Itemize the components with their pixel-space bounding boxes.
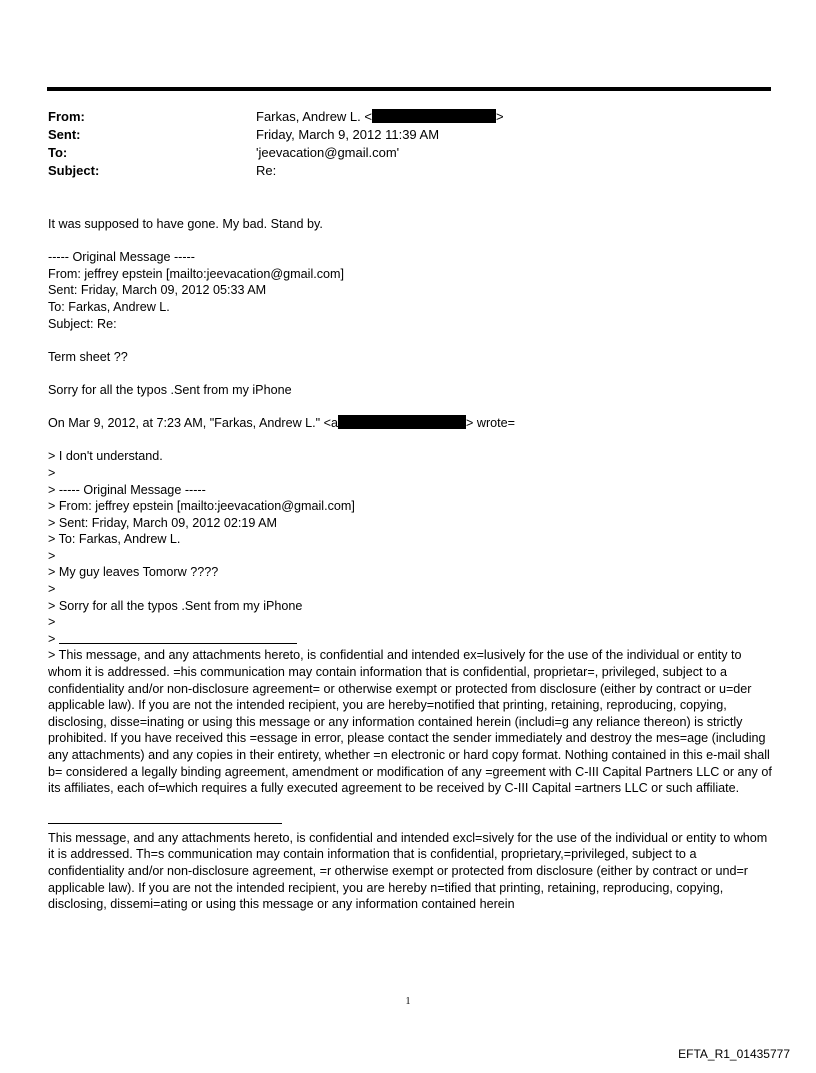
sent-row: [48, 126, 748, 144]
quoted-to: > To: Farkas, Andrew L.: [48, 532, 181, 547]
quoted-sent: > Sent: Friday, March 09, 2012 02:19 AM: [48, 515, 278, 530]
sent-value: Friday, March 9, 2012 11:39 AM: [256, 127, 440, 142]
quoted-original-marker: > ----- Original Message -----: [48, 482, 206, 497]
on-wrote-line: [48, 415, 772, 432]
to-label: To:: [48, 145, 68, 160]
quoted-typos-line: > Sorry for all the typos .Sent from my iPhone: [48, 598, 303, 613]
from-row: [48, 108, 748, 126]
page-number: 1: [405, 996, 411, 1007]
original-from: From: jeffrey epstein [mailto:jeevacation@gmail.com]: [48, 266, 345, 281]
email-header: [48, 108, 748, 180]
quoted-blank: >: [48, 615, 56, 630]
from-value-end: >: [495, 109, 504, 124]
original-message-marker: ----- Original Message -----: [48, 250, 195, 265]
reply-line: It was supposed to have gone. My bad. Stand by.: [48, 217, 323, 231]
quoted-underline-line: [48, 631, 772, 648]
from-value: [256, 108, 504, 126]
subject-label: Subject:: [48, 163, 100, 178]
document-id: EFTA_R1_01435777: [678, 1047, 790, 1061]
to-row: [48, 144, 748, 162]
quoted-from: > From: jeffrey epstein [mailto:jeevacation@gmail.com]: [48, 499, 355, 514]
footer-disclaimer: This message, and any attachments hereto, is confidential and intended excl=sively for the use of the individual or entity to whom it is addressed. Th=s communication may contain information that is confidential, proprietary,=privileged, subject to a confidentiality and/or non-disclosure agreement, =r otherwise exempt or protected from disclosure (either by contract or und=r applicable law). If you are not the intended recipient, you are hereby n=tified that printing, retaining, reproducing, copying, disclosing, dissemi=ating or using this message or any information contained herein: [48, 830, 768, 912]
on-wrote-end: > wrote=: [466, 416, 516, 431]
quoted-disclaimer: > This message, and any attachments hereto, is confidential and intended ex=lusively for the use of the individual or entity to whom it is addressed. =his communication may contain information that is confidential, proprietar=, privileged, subject to a confidentiality and/or non-disclosure agreement= or otherwise exempt or protected from disclosure (either by contract or u=der applicable law). If you are not the intended recipient, you are hereby=notified that printing, retaining, reproducing, copying, disclosing, disse=inating or using this message or any information contained herein (includi=g any reliance thereon) is strictly prohibited. If you have received this =essage in error, please contact the sender immediately and destroy the mes=age (including any attachments) and any copies in their entirety, whether =n electronic or hard copy format. Nothing contained in this e-mail shall b= considered a legally binding agreement, amendment or modification of any =greement with C-III Capital Partners LLC or any of its affiliates, each of=which requires a fully executed agreement to be received by C-III Capital =artners LLC or such affiliate.: [48, 648, 772, 796]
redaction-box: [338, 415, 466, 429]
original-to: To: Farkas, Andrew L.: [48, 299, 170, 314]
email-body: [48, 216, 772, 913]
quoted-line: > I don't understand.: [48, 449, 163, 464]
subject-row: [48, 162, 748, 180]
quoted-blank: >: [48, 465, 56, 480]
from-name: Farkas, Andrew L. <: [256, 109, 372, 124]
to-value: 'jeevacation@gmail.com': [256, 145, 400, 160]
footer-separator: [48, 823, 282, 824]
quoted-guy-line: > My guy leaves Tomorw ????: [48, 565, 219, 580]
typos-line: Sorry for all the typos .Sent from my iPhone: [48, 382, 292, 397]
redaction-box: [372, 109, 496, 123]
sent-label: Sent:: [48, 127, 81, 142]
term-sheet-line: Term sheet ??: [48, 349, 128, 364]
on-wrote-start: On Mar 9, 2012, at 7:23 AM, "Farkas, Andrew L." <a: [48, 416, 338, 431]
original-sent: Sent: Friday, March 09, 2012 05:33 AM: [48, 283, 267, 298]
quoted-blank: >: [48, 548, 56, 563]
quoted-blank: >: [48, 582, 56, 597]
subject-value: Re:: [256, 163, 277, 178]
quoted-underline-prefix: >: [48, 631, 59, 646]
signature-separator: [59, 631, 297, 644]
from-label: From:: [48, 109, 85, 124]
header-rule: [47, 87, 771, 91]
original-subject: Subject: Re:: [48, 316, 117, 331]
